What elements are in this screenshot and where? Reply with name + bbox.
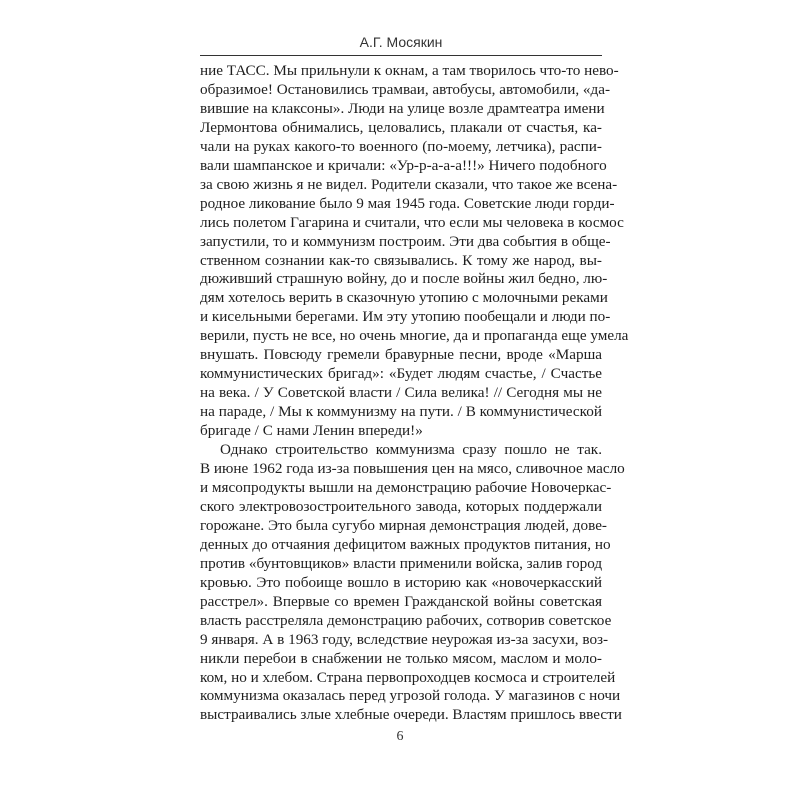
text-line: расстрел». Впервые со времен Гражданской войны советская — [200, 592, 602, 610]
text-line: кровью. Это побоище вошло в историю как «новочеркасский — [200, 573, 602, 591]
text-line: дям хотелось верить в сказочную утопию с молочными реками — [200, 289, 608, 307]
text-line: верили, пусть не все, но очень многие, да и пропаганда еще умела — [200, 327, 629, 345]
text-line: ского электровозостроительного завода, которых поддержали — [200, 497, 602, 515]
text-line: запустили, то и коммунизм построим. Эти два события в обще- — [200, 232, 611, 250]
text-line: на века. / У Советской власти / Сила велика! // Сегодня мы не — [200, 384, 602, 402]
text-line: дюживший страшную войну, до и после войны жил бедно, лю- — [200, 270, 608, 288]
text-line: Лермонтова обнимались, целовались, плакали от счастья, ка- — [200, 118, 602, 136]
text-line: родное ликование было 9 мая 1945 года. Советские люди горди- — [200, 194, 615, 212]
text-line: внушать. Повсюду гремели бравурные песни, вроде «Марша — [200, 346, 602, 364]
text-line: бригаде / С нами Ленин впереди!» — [200, 422, 423, 440]
text-line: на параде, / Мы к коммунизму на пути. / В коммунистической — [200, 403, 602, 421]
text-line: ком, но и хлебом. Страна первопроходцев космоса и строителей — [200, 668, 616, 686]
text-line: горожане. Это была сугубо мирная демонстрация людей, дове- — [200, 516, 607, 534]
text-line: вившие на клаксоны». Люди на улице возле драмтеатра имени — [200, 99, 605, 117]
text-line: власть расстреляла демонстрацию рабочих, сотворив советское — [200, 611, 612, 629]
text-line: ственном сознании как-то связывались. К тому же народ, вы- — [200, 251, 602, 269]
text-line: ние ТАСС. Мы прильнули к окнам, а там творилось что-то нево- — [200, 62, 619, 79]
text-line: Однако строительство коммунизма сразу пошло не так. — [220, 441, 602, 459]
paragraph — [200, 62, 629, 441]
text-line: за свою жизнь я не видел. Родители сказали, что такое же всена- — [200, 175, 618, 193]
text-line: В июне 1962 года из-за повышения цен на мясо, сливочное масло — [200, 460, 625, 478]
text-line: денных до отчаяния дефицитом важных продуктов питания, но — [200, 535, 611, 553]
paragraph — [200, 441, 625, 725]
text-line: лись полетом Гагарина и считали, что если мы человека в космос — [200, 213, 624, 231]
text-line: и мясопродукты вышли на демонстрацию рабочие Новочеркас- — [200, 478, 612, 496]
text-line: и кисельными берегами. Им эту утопию пообещали и люди по- — [200, 308, 611, 326]
header-rule — [200, 55, 602, 56]
text-line: 9 января. А в 1963 году, вследствие неурожая из-за засухи, воз- — [200, 630, 609, 648]
text-line: чали на руках какого-то военного (по-моему, летчика), распи- — [200, 137, 602, 155]
text-line: никли перебои в снабжении не только мясом, маслом и моло- — [200, 649, 602, 667]
page-body — [200, 62, 629, 725]
text-line: выстраивались злые хлебные очереди. Властям пришлось ввести — [200, 706, 622, 724]
text-line: вали шампанское и кричали: «Ур-р-а-а-а!!!» Ничего подобного — [200, 156, 607, 174]
text-line: коммунистических бригад»: «Будет людям счастье, / Счастье — [200, 365, 602, 383]
text-line: коммунизма оказалась перед угрозой голода. У магазинов с ночи — [200, 687, 621, 705]
text-line: образимое! Остановились трамваи, автобусы, автомобили, «да- — [200, 80, 611, 98]
running-header: А.Г. Мосякин — [359, 34, 443, 50]
page-number: 6 — [396, 729, 404, 744]
text-line: против «бунтовщиков» власти применили войска, залив город — [200, 554, 603, 572]
